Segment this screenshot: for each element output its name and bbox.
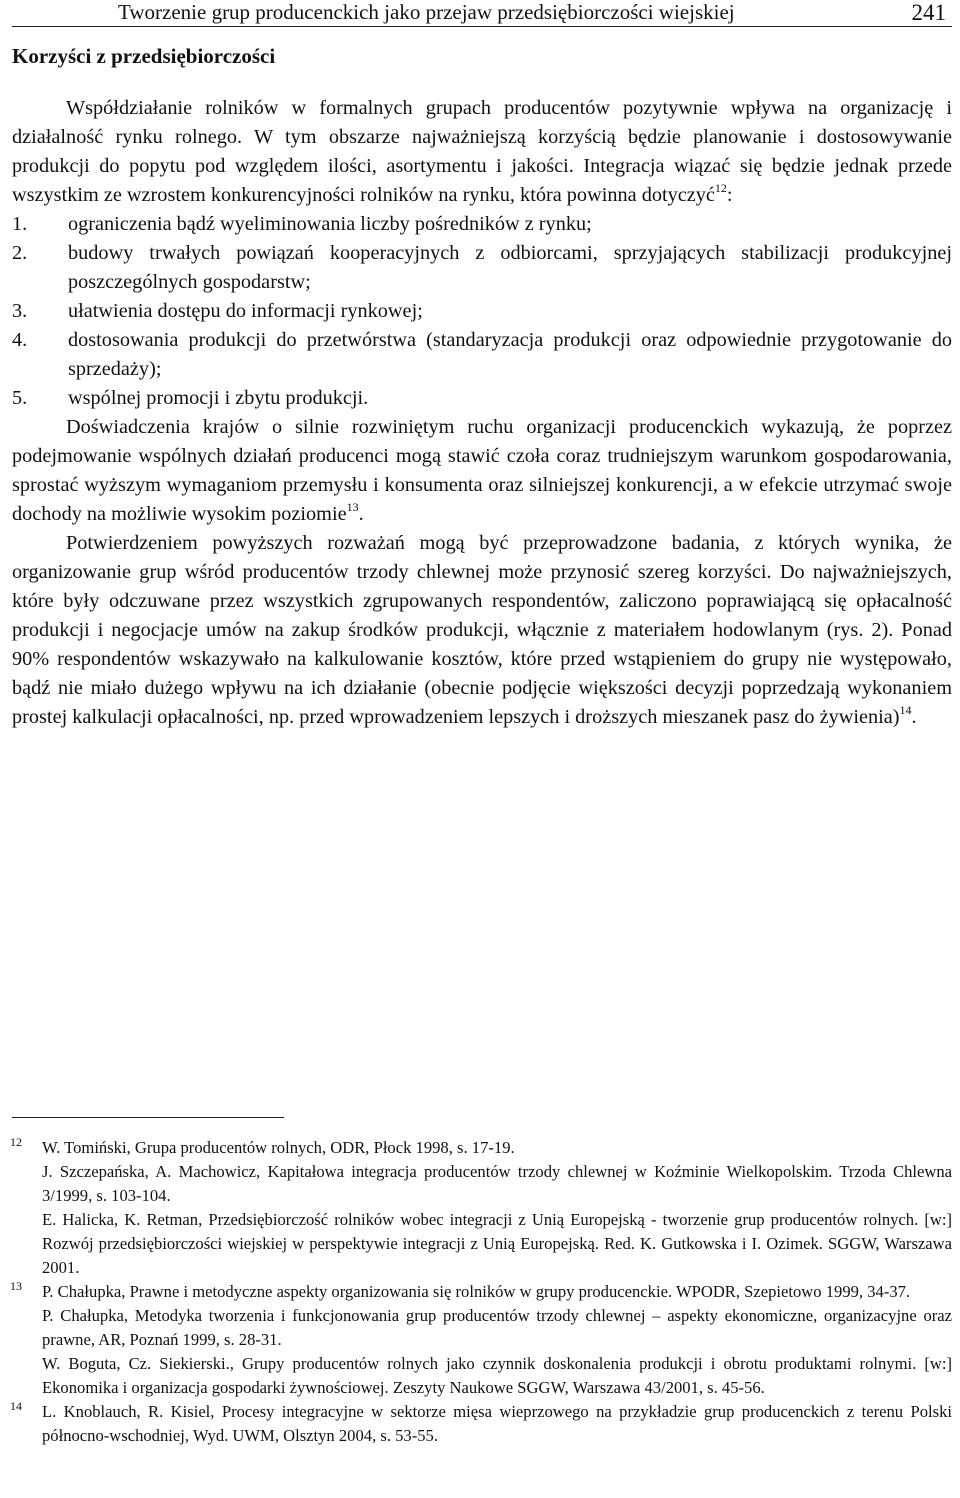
paragraph-2 xyxy=(12,413,952,529)
list-item xyxy=(12,210,952,239)
paragraph-1 xyxy=(12,94,952,210)
footnote-mark: 12 xyxy=(10,1135,22,1149)
paragraph-2-tail: . xyxy=(358,503,364,525)
footnote-12 xyxy=(12,1136,952,1280)
footnote-separator xyxy=(12,1117,284,1118)
footnote-ref-14[interactable]: 14 xyxy=(899,703,912,717)
footnote-entry: P. Chałupka, Metodyka tworzenia i funkcjonowania grup producentów trzody chlewnej – aspekty ekonomiczne, organizacyjne oraz prawne, AR, Poznań 1999, s. 28-31. xyxy=(42,1306,952,1349)
footnote-ref-12[interactable]: 12 xyxy=(714,181,727,195)
list-item-text: dostosowania produkcji do przetwórstwa (standaryzacja produkcji oraz odpowiednie przygotowanie do sprzedaży); xyxy=(68,329,952,380)
paragraph-1-tail: : xyxy=(726,184,733,206)
section-title: Korzyści z przedsiębiorczości xyxy=(12,44,276,68)
list-item-text: wspólnej promocji i zbytu produkcji. xyxy=(68,387,369,409)
footnote-14 xyxy=(12,1400,952,1448)
footnotes xyxy=(12,1136,952,1448)
footnote-mark: 13 xyxy=(10,1279,22,1293)
list-item-number: 5. xyxy=(12,387,28,409)
list-item-text: ograniczenia bądź wyeliminowania liczby pośredników z rynku; xyxy=(68,213,592,235)
footnote-entry: W. Tomiński, Grupa producentów rolnych, ODR, Płock 1998, s. 17-19. xyxy=(42,1138,515,1157)
body-text xyxy=(12,94,952,732)
list-item-number: 2. xyxy=(12,242,28,264)
list-item-number: 4. xyxy=(12,329,28,351)
list-item xyxy=(12,297,952,326)
list-item xyxy=(12,326,952,384)
list-item xyxy=(12,384,952,413)
footnote-entry: E. Halicka, K. Retman, Przedsiębiorczość rolników wobec integracji z Unią Europejską - tworzenie grup producentów rolnych. [w:] Rozwój przedsiębiorczości wiejskiej w perspektywie integracji z Unią Europejską. Red. K. Gutkowska i I. Ozimek. SGGW, Warszawa 2001. xyxy=(42,1210,952,1277)
footnote-ref-13[interactable]: 13 xyxy=(346,500,359,514)
list-item-number: 3. xyxy=(12,300,28,322)
list-item-text: ułatwienia dostępu do informacji rynkowej; xyxy=(68,300,423,322)
footnote-mark: 14 xyxy=(10,1399,22,1413)
list-item-number: 1. xyxy=(12,213,28,235)
page-number: 241 xyxy=(911,0,946,25)
paragraph-3 xyxy=(12,529,952,732)
paragraph-1-text: Współdziałanie rolników w formalnych grupach producentów pozytywnie wpływa na organizację i działalność rynku rolnego. W tym obszarze najważniejszą korzyścią będzie planowanie i dostosowywanie produkcji do popytu pod względem ilości, asortymentu i jakości. Integracja wiązać się będzie jednak przede wszystkim ze wzrostem konkurencyjności rolników na rynku, która powinna dotyczyć xyxy=(12,97,952,206)
footnote-entry: L. Knoblauch, R. Kisiel, Procesy integracyjne w sektorze mięsa wieprzowego na przykładzie grup producenckich z terenu Polski północno-wschodniej, Wyd. UWM, Olsztyn 2004, s. 53-55. xyxy=(42,1402,952,1445)
paragraph-2-text: Doświadczenia krajów o silnie rozwiniętym ruchu organizacji producenckich wykazują, że poprzez podejmowanie wspólnych działań producenci mogą stawić czoła coraz trudniejszym warunkom gospodarowania, sprostać wyższym wymaganiom przemysłu i konsumenta oraz silniejszej konkurencji, a w efekcie utrzymać swoje dochody na możliwie wysokim poziomie xyxy=(12,416,952,525)
footnote-13 xyxy=(12,1280,952,1400)
list-item xyxy=(12,239,952,297)
paragraph-3-tail: . xyxy=(911,706,917,728)
paragraph-3-text: Potwierdzeniem powyższych rozważań mogą być przeprowadzone badania, z których wynika, że organizowanie grup wśród producentów trzody chlewnej może przynosić szereg korzyści. Do najważniejszych, które były odczuwane przez wszystkich zgrupowanych respondentów, zaliczono poprawiającą się opłacalność produkcji i negocjacje umów na zakup środków produkcji, włącznie z materiałem hodowlanym (rys. 2). Ponad 90% respondentów wskazywało na kalkulowanie kosztów, które przed wstąpieniem do grupy nie występowało, bądź nie miało dużego wpływu na ich działanie (obecnie podjęcie większości decyzji poprzedzają wykonaniem prostej kalkulacji opłacalności, np. przed wprowadzeniem lepszych i droższych mieszanek pasz do żywienia) xyxy=(12,532,952,728)
benefits-list xyxy=(12,210,952,413)
list-item-text: budowy trwałych powiązań kooperacyjnych z odbiorcami, sprzyjających stabilizacji produkcyjnej poszczególnych gospodarstw; xyxy=(68,242,952,293)
running-header xyxy=(12,0,952,27)
footnote-entry: P. Chałupka, Prawne i metodyczne aspekty organizowania się rolników w grupy producenckie. WPODR, Szepietowo 1999, 34-37. xyxy=(42,1282,911,1301)
footnote-entry: J. Szczepańska, A. Machowicz, Kapitałowa integracja producentów trzody chlewnej w Koźminie Wielkopolskim. Trzoda Chlewna 3/1999, s. 103-104. xyxy=(42,1162,952,1205)
running-header-title: Tworzenie grup producenckich jako przejaw przedsiębiorczości wiejskiej xyxy=(118,0,735,24)
footnote-entry: W. Boguta, Cz. Siekierski., Grupy producentów rolnych jako czynnik doskonalenia produkcji i obrotu produktami rolnymi. [w:] Ekonomika i organizacja gospodarki żywnościowej. Zeszyty Naukowe SGGW, Warszawa 43/2001, s. 45-56. xyxy=(42,1354,952,1397)
